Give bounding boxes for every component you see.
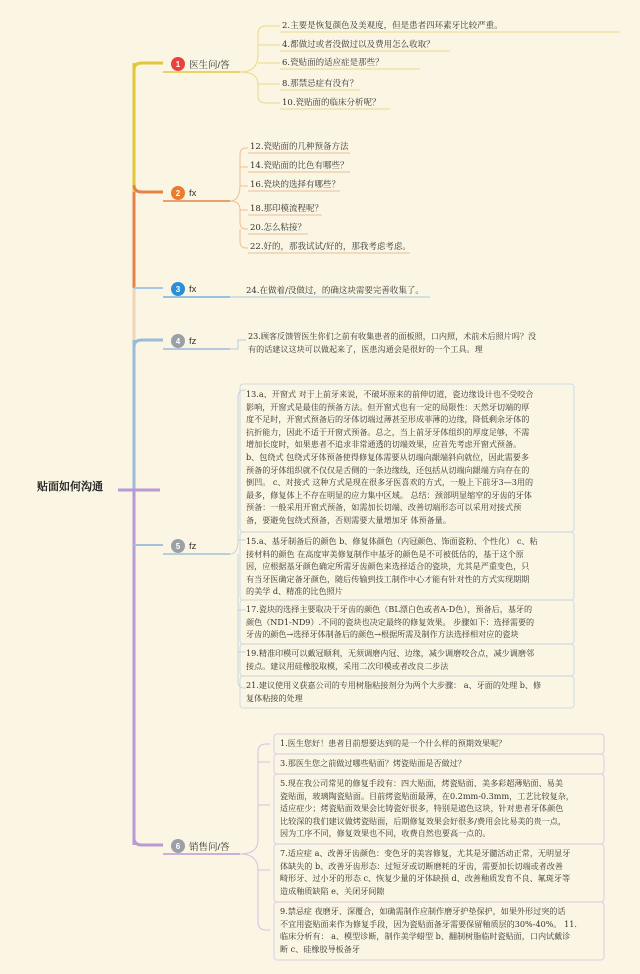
leaf-item[interactable]: 2.主要是恢复颜色及美观度，但是患者四环素牙比较严重。 — [282, 21, 503, 31]
note-contraindications[interactable]: 9.禁忌症 夜磨牙、深覆合，如确需制作应制作磨牙护垫保护，如果外形过突的话 不宜用瓷贴面来作为修复手段，因为瓷贴面备牙需要保留釉质层的30%-40%。 11. 临床分析有： a、模型诊断，制作美学蜡型 b、翻制树脂临时瓷贴面，口内试戴诊 断 c、硅橡胶导板备牙 — [280, 906, 577, 954]
leaf-item[interactable]: 22.好的，那我试试/好的，那我考虑考虑。 — [250, 242, 411, 252]
note-prep-methods[interactable]: 13.a、开窗式 对于上前牙来说，不破坏原来的前伸切道，瓷边缘设计也不受咬合 影响，开窗式是最佳的预备方法。但开窗式也有一定的局限性：天然牙切端的厚 度不足时，开窗式预备后的牙体切端过薄甚至形成菲薄的边缘，降低剩余牙体的 抗折能力，因此不适于开窗式预备。总之，当上前牙牙体组织的厚度足够，不需 增加长度时，如果患者不追求非常通透的切端效果，应首先考虑开窗式预备。 b、包绕式 包绕式牙体预备使得修复体需要从切端向龈端斜向就位，因此需要多 预备的牙体组织就不仅仅是舌侧的一条边缘线，还包括从切端向龈端方向存在的 倒凹。 c、对接式 这种方式是现在很多牙医喜欢的方式，一般上下前牙3—3用的 最多，修复体上不存在明显的应力集中区域。 总结：颈部明显缩窄的牙齿的牙体 预备：一般采用开窗式预备，如需加长切端、改善切端形态可以采用对接式预 备，要避免包绕式预备，否则需要大量增加牙 体预备量。 — [246, 389, 534, 525]
branch-label: fx — [189, 187, 197, 199]
number-badge-5: 5 — [171, 539, 185, 553]
branch-doctor-qa[interactable] — [171, 56, 230, 72]
leaf-item[interactable]: 14.瓷贴面的比色有哪些？ — [250, 161, 349, 171]
branch-label: fz — [189, 335, 197, 347]
leaf-item[interactable]: 16.瓷块的选择有哪些？ — [250, 180, 341, 190]
leaf-item[interactable]: 10.瓷贴面的临床分析呢？ — [282, 98, 381, 108]
leaf-note[interactable]: 23.顾客反馈管医生你们之前有收集患者的面板照，口内照，术前术后照片吗？没 有的话建议这块可以做起来了，医患沟通会是很好的一个工具。理 — [248, 331, 537, 354]
note-block-selection[interactable]: 17.瓷块的选择主要取决于牙齿的颜色（BL漂白色或者A-D色），预备后，基牙的 颜色（ND1-ND9）.不同的瓷块也决定最终的修复效果。 步骤如下：选择需要的 牙齿的颜色→选择牙体制备后的颜色→根据所需及制作方法选择相对应的瓷块 — [246, 604, 535, 640]
leaf-item[interactable]: 12.瓷贴面的几种预备方法 — [250, 142, 349, 152]
branch-fx-2[interactable] — [171, 281, 196, 297]
note-impression[interactable]: 19.精准印模可以戴冠顺利，无须调磨内冠、边缘，减少调磨咬合点，减少调磨邻 接点。建议用硅橡胶取模，采用二次印模或者改良二步法 — [246, 648, 535, 671]
branch-label: 医生问/答 — [189, 60, 230, 71]
leaf-item[interactable]: 20.怎么粘接？ — [250, 223, 307, 233]
branch-fx-1[interactable] — [171, 185, 196, 201]
leaf-item[interactable]: 4.都做过或者没做过以及费用怎么收取？ — [282, 40, 435, 50]
branch-sales-qa[interactable] — [171, 838, 230, 854]
leaf-item[interactable]: 6.瓷贴面的适应症是那些？ — [282, 58, 384, 68]
note-bonding[interactable]: 21.建议使用义获嘉公司的专用树脂粘接剂分为两个大步骤： a、牙面的处理 b、修 复体粘接的处理 — [246, 680, 542, 703]
note-restoration-options[interactable]: 5.现在我公司常见的修复手段有：四大贴面，烤瓷贴面、美多彩超薄贴面、易美 瓷贴面，玻璃陶瓷贴面。目前烤瓷贴面最薄，在0.2mm-0.3mm，工艺比较复杂， 适应症少；烤瓷贴面效果会比铸瓷好很多，特别是遮色这块，针对患者牙体颜色 比较深的我们建议做烤瓷贴面，后期修复效果会好很多/费用会比易美的贵一点， 因为工序不同，修复效果也不同，收费自然也要高一点的。 — [280, 778, 574, 839]
leaf-item[interactable]: 18.那印模流程呢？ — [250, 204, 324, 214]
note-expectation[interactable]: 1.医生您好！患者目前想要达到的是一个什么样的预期效果呢？ — [280, 738, 507, 748]
branch-label: 销售问/答 — [189, 842, 230, 853]
note-shade-matching[interactable]: 15.a、基牙制备后的颜色 b、修复体颜色（内冠颜色、饰面瓷粉、个性化） c、粘 接材料的颜色 在高度审美修复制作中基牙的颜色是不可被低估的，基于这个原 因，应根据基牙颜色确定所需牙齿颜色来选择适合的瓷块，尤其是严重变色，只 有当牙医确定备牙颜色，随后传输到技工制作中心才能有针对性的方式实现期期 的美学 d、精准的比色照片 — [246, 536, 538, 597]
branch-fz-2[interactable] — [171, 538, 196, 554]
number-badge-2: 2 — [171, 186, 185, 200]
number-badge-3: 3 — [171, 282, 185, 296]
leaf-item[interactable]: 8.那禁忌症有没有？ — [282, 79, 359, 89]
note-prior-veneers[interactable]: 3.那医生您之前做过哪些贴面？烤瓷贴面是否做过？ — [280, 758, 466, 768]
note-indications[interactable]: 7.适应症 a、改善牙齿颜色：变色牙的美容修复，尤其是牙髓活动正常，无明显牙 体缺失的 b、改善牙齿形态：过短牙或切断磨耗的牙齿，需要加长切端或者改善 畸形牙、过小牙的形态 c、恢复少量的牙体缺损 d、改善釉质发育不良、氟斑牙等 造成釉质缺陷 e、关闭牙间隙 — [280, 848, 571, 896]
root-topic[interactable]: 贴面如何沟通 — [37, 481, 103, 493]
leaf-item[interactable]: 24.在做着/没做过，的确这块需要完善收集了。 — [246, 286, 424, 296]
branch-label: fx — [189, 283, 197, 295]
number-badge-1: 1 — [171, 57, 185, 71]
number-badge-6: 6 — [171, 839, 185, 853]
number-badge-4: 4 — [171, 334, 185, 348]
branch-fz-1[interactable] — [171, 333, 196, 349]
branch-label: fz — [189, 540, 197, 552]
